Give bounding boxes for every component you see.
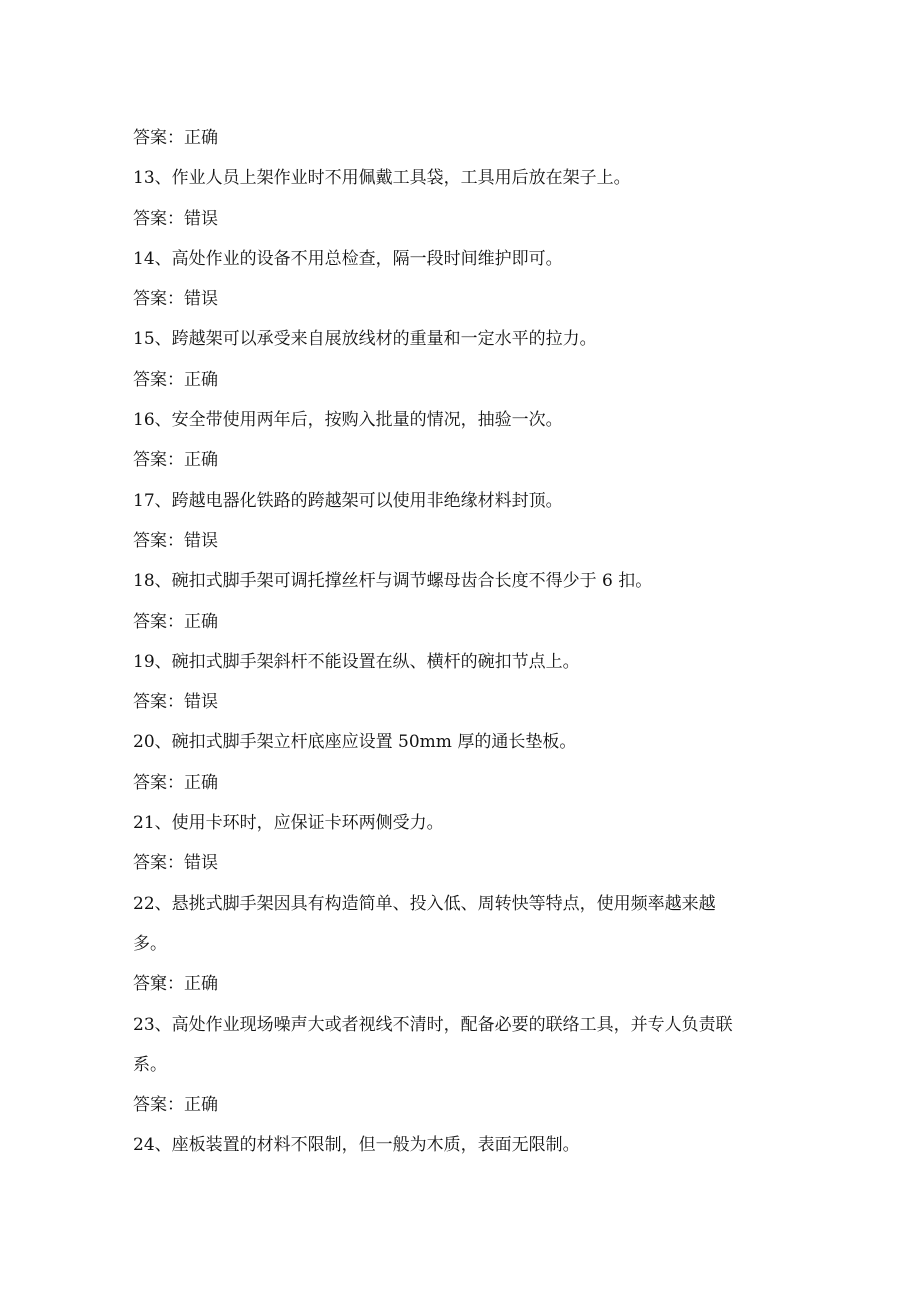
answer-line bbox=[133, 118, 793, 158]
question-text: 碗扣式脚手架斜杆不能设置在纵、横杆的碗扣节点上。 bbox=[171, 651, 580, 672]
question-text: 跨越架可以承受来自展放线材的重量和一定水平的拉力。 bbox=[171, 329, 597, 350]
question-number: 17、 bbox=[133, 490, 172, 511]
answer-value: 错误 bbox=[184, 530, 218, 551]
question-number: 21、 bbox=[133, 813, 172, 834]
question-line bbox=[133, 400, 793, 440]
answer-label: 答案： bbox=[133, 772, 184, 793]
question-text: 系。 bbox=[133, 1054, 167, 1075]
answer-value: 正确 bbox=[184, 611, 218, 632]
question-number: 20、 bbox=[133, 732, 172, 753]
question-text: 悬挑式脚手架因具有构造简单、投入低、周转快等特点，使用频率越来越 bbox=[171, 893, 716, 914]
question-text: 碗扣式脚手架可调托撑丝杆与调节螺母齿合长度不得少于 6 扣。 bbox=[171, 571, 653, 592]
question-text: 跨越电器化铁路的跨越架可以使用非绝缘材料封顶。 bbox=[171, 490, 563, 511]
answer-label: 答案： bbox=[133, 611, 184, 632]
question-line bbox=[133, 642, 793, 682]
question-text: 座板装置的材料不限制，但一般为木质，表面无限制。 bbox=[171, 1135, 580, 1156]
answer-label: 答案： bbox=[133, 853, 184, 874]
answer-line bbox=[133, 1085, 793, 1125]
answer-line bbox=[133, 843, 793, 883]
question-text: 高处作业的设备不用总检查，隔一段时间维护即可。 bbox=[171, 248, 563, 269]
answer-line bbox=[133, 279, 793, 319]
answer-value: 错误 bbox=[184, 853, 218, 874]
answer-line bbox=[133, 602, 793, 642]
answer-value: 正确 bbox=[184, 450, 218, 471]
question-text: 作业人员上架作业时不用佩戴工具袋，工具用后放在架子上。 bbox=[171, 168, 631, 189]
answer-label: 答案： bbox=[133, 450, 184, 471]
question-number: 14、 bbox=[133, 248, 172, 269]
answer-value: 正确 bbox=[184, 772, 218, 793]
answer-value: 错误 bbox=[184, 692, 218, 713]
answer-value: 正确 bbox=[184, 974, 218, 995]
question-number: 15、 bbox=[133, 329, 172, 350]
question-text: 安全带使用两年后，按购入批量的情况，抽验一次。 bbox=[171, 410, 563, 431]
answer-value: 正确 bbox=[184, 128, 218, 148]
question-line bbox=[133, 803, 793, 843]
question-number: 13、 bbox=[133, 168, 172, 189]
question-line bbox=[133, 1005, 793, 1045]
answer-line bbox=[133, 964, 793, 1004]
question-line-continued bbox=[133, 1045, 793, 1085]
answer-label: 答案： bbox=[133, 128, 184, 148]
answer-value: 正确 bbox=[184, 1095, 218, 1116]
answer-label: 答窠： bbox=[133, 974, 184, 995]
question-text: 高处作业现场噪声大或者视线不清时，配备必要的联络工具，并专人负责联 bbox=[171, 1014, 733, 1035]
question-number: 23、 bbox=[133, 1014, 172, 1035]
question-line bbox=[133, 481, 793, 521]
question-line-continued bbox=[133, 924, 793, 964]
question-text: 碗扣式脚手架立杆底座应设置 50mm 厚的通长垫板。 bbox=[171, 732, 577, 753]
answer-label: 答案： bbox=[133, 692, 184, 713]
answer-value: 错误 bbox=[184, 289, 218, 310]
question-line bbox=[133, 722, 793, 762]
question-list bbox=[133, 118, 793, 1166]
question-line bbox=[133, 1125, 793, 1165]
question-number: 18、 bbox=[133, 571, 172, 592]
question-number: 24、 bbox=[133, 1135, 172, 1156]
answer-label: 答案： bbox=[133, 530, 184, 551]
answer-line bbox=[133, 360, 793, 400]
answer-line bbox=[133, 440, 793, 480]
answer-label: 答案： bbox=[133, 1095, 184, 1116]
question-line bbox=[133, 158, 793, 198]
answer-label: 答案： bbox=[133, 369, 184, 390]
answer-line bbox=[133, 682, 793, 722]
question-number: 16、 bbox=[133, 410, 172, 431]
question-number: 22、 bbox=[133, 893, 172, 914]
answer-label: 答案： bbox=[133, 208, 184, 229]
question-text: 使用卡环时，应保证卡环两侧受力。 bbox=[171, 813, 444, 834]
answer-value: 正确 bbox=[184, 369, 218, 390]
question-text: 多。 bbox=[133, 933, 167, 954]
question-number: 19、 bbox=[133, 651, 172, 672]
answer-line bbox=[133, 521, 793, 561]
answer-line bbox=[133, 763, 793, 803]
answer-value: 错误 bbox=[184, 208, 218, 229]
question-line bbox=[133, 884, 793, 924]
question-line bbox=[133, 561, 793, 601]
question-line bbox=[133, 319, 793, 359]
answer-label: 答案： bbox=[133, 289, 184, 310]
question-line bbox=[133, 239, 793, 279]
answer-line bbox=[133, 199, 793, 239]
